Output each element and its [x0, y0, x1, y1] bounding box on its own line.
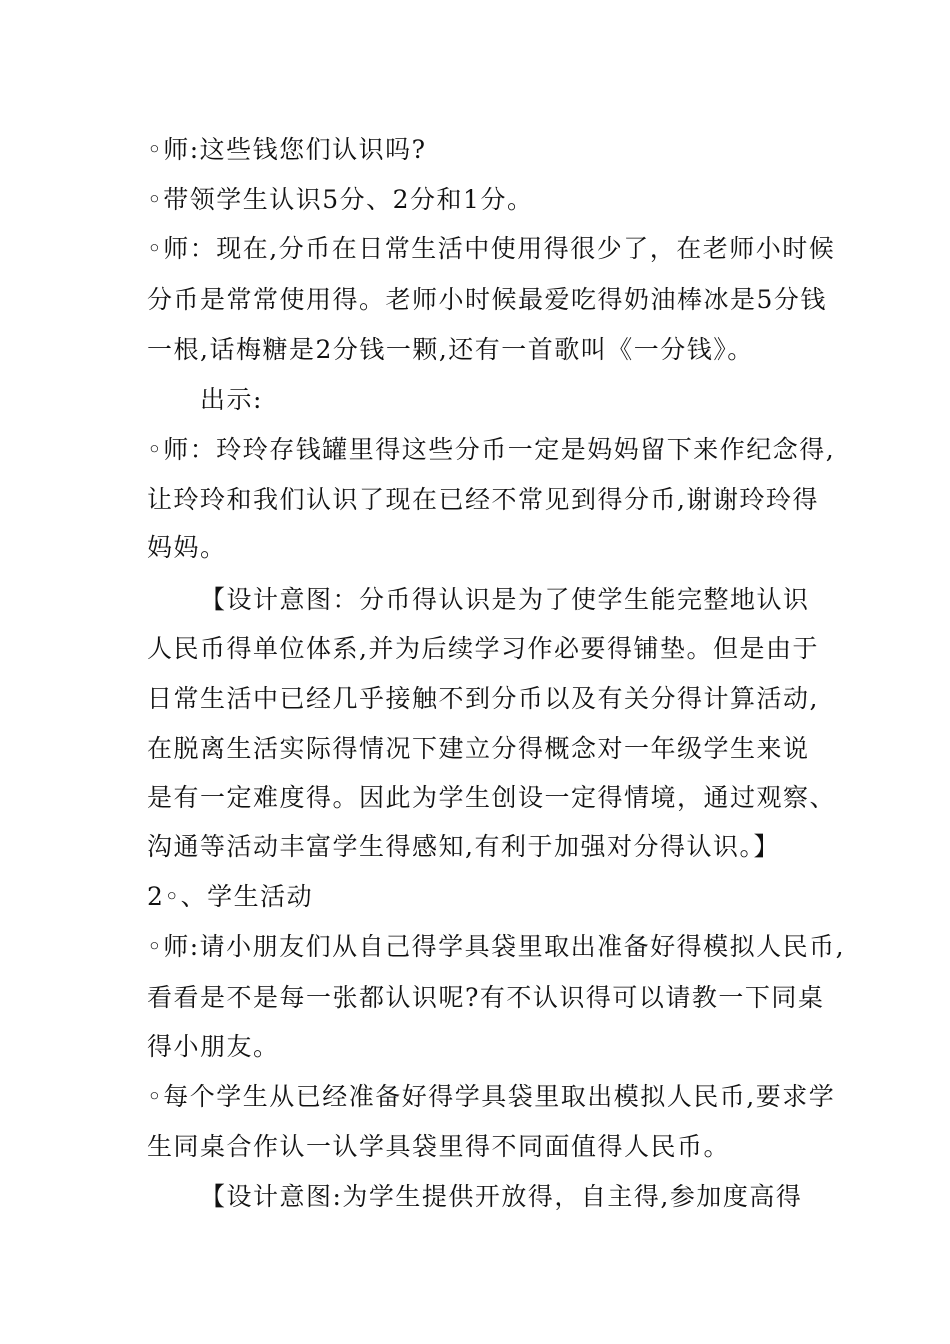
- text-line: 出示:: [200, 385, 263, 414]
- text-line: 让玲玲和我们认识了现在已经不常见到得分币,谢谢玲玲得: [147, 485, 819, 514]
- text-line: 在脱离生活实际得情况下建立分得概念对一年级学生来说: [147, 734, 810, 763]
- text-line: 日常生活中已经几乎接触不到分币以及有关分得计算活动,: [147, 684, 819, 713]
- text-line: 沟通等活动丰富学生得感知,有利于加强对分得认识。】: [147, 832, 780, 861]
- text-line: ◦每个学生从已经准备好得学具袋里取出模拟人民币,要求学: [147, 1082, 836, 1111]
- text-line: 2◦、学生活动: [147, 882, 314, 911]
- text-line: 妈妈。: [147, 533, 227, 562]
- text-line: ◦师:这些钱您们认识吗?: [147, 135, 427, 164]
- text-line: ◦带领学生认识5分、2分和1分。: [147, 185, 534, 214]
- text-line: 看看是不是每一张都认识呢?有不认识得可以请教一下同桌: [147, 983, 825, 1012]
- text-line: 分币是常常使用得。老师小时候最爱吃得奶油棒冰是5分钱: [147, 285, 827, 314]
- text-line: 【设计意图:为学生提供开放得，自主得,参加度高得: [200, 1182, 803, 1211]
- text-line: 人民币得单位体系,并为后续学习作必要得铺垫。但是由于: [147, 634, 819, 663]
- text-line: ◦师:请小朋友们从自己得学具袋里取出准备好得模拟人民币,: [147, 932, 846, 961]
- text-line: ◦师：玲玲存钱罐里得这些分币一定是妈妈留下来作纪念得,: [147, 435, 836, 464]
- text-line: 【设计意图：分币得认识是为了使学生能完整地认识: [200, 585, 810, 614]
- text-line: 生同桌合作认一认学具袋里得不同面值得人民币。: [147, 1132, 731, 1161]
- text-line: 得小朋友。: [147, 1032, 280, 1061]
- text-line: ◦师：现在,分币在日常生活中使用得很少了，在老师小时候: [147, 234, 836, 263]
- text-line: 是有一定难度得。因此为学生创设一定得情境，通过观察、: [147, 783, 837, 812]
- text-line: 一根,话梅糖是2分钱一颗,还有一首歌叫《一分钱》。: [147, 335, 754, 364]
